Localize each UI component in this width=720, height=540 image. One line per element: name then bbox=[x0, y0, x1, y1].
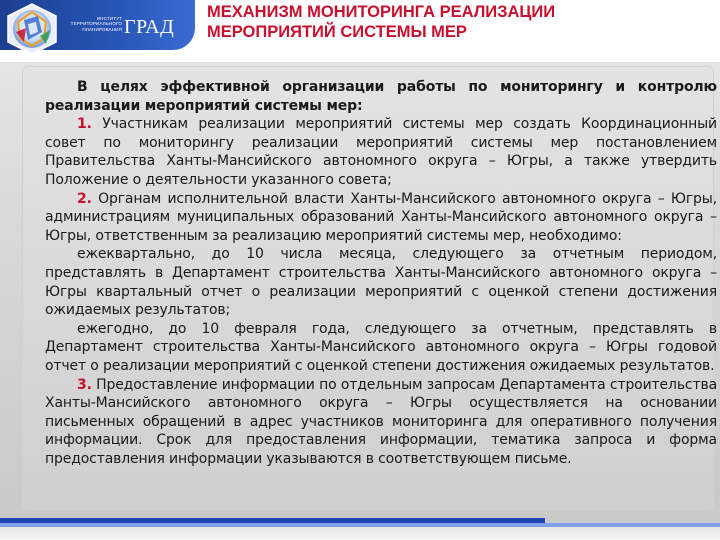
institute-name bbox=[62, 16, 122, 32]
item-2 bbox=[45, 190, 717, 246]
item-number: 2. bbox=[77, 190, 92, 207]
item-number: 1. bbox=[77, 116, 92, 133]
item-3 bbox=[45, 376, 717, 469]
item-number: 3. bbox=[77, 376, 92, 393]
footer-bar-bottom bbox=[0, 527, 720, 540]
item-text: Предоставление информации по отдельным запросам Департамента строительства Ханты-Мансийского автономного округа – Югры осуществляется на основании письменных обращений в адрес участников мониторинга для оперативного получения информации. Срок для предоставления информации, тематика запроса и форма предоставления информации указываются в соответствующем письме. bbox=[45, 376, 717, 467]
lead-paragraph: В целях эффективной организации работы по мониторингу и контролю реализации мероприятий системы мер: bbox=[45, 79, 717, 114]
title-line: МЕРОПРИЯТИЙ СИСТЕМЫ МЕР bbox=[207, 23, 467, 41]
logo-text: ГРАД bbox=[124, 16, 175, 38]
page-title bbox=[207, 2, 712, 42]
emblem-icon bbox=[4, 2, 60, 56]
item-2-sub-1: ежеквартально, до 10 числа месяца, следующего за отчетным периодом, представлять в Департамент строительства Ханты-Мансийского автономного округа – Югры квартальный отчет о реализации мероприятий с оценкой степени достижения ожидаемых результатов; bbox=[45, 246, 717, 319]
logo bbox=[0, 0, 195, 50]
institute-line: ИНСТИТУТ bbox=[96, 16, 122, 21]
item-text: Участникам реализации мероприятий системы мер создать Координационный совет по мониторингу реализации мероприятий системы мер постановлением Правительства Ханты-Мансийского автономного округа – Югры, а также утвердить Положение о деятельности указанного совета; bbox=[45, 116, 717, 188]
item-2-sub-2: ежегодно, до 10 февраля года, следующего за отчетным, представлять в Департамент строительства Ханты-Мансийского автономного округа – Югры годовой отчет о реализации мероприятий с оценкой степени достижения ожидаемых результатов. bbox=[45, 320, 717, 374]
body-text bbox=[45, 78, 717, 468]
item-1 bbox=[45, 115, 717, 189]
header bbox=[0, 0, 720, 62]
footer-decoration bbox=[0, 518, 720, 540]
institute-line: ТЕРРИТОРИАЛЬНОГО bbox=[70, 21, 122, 27]
institute-line: ПЛАНИРОВАНИЯ bbox=[82, 26, 122, 32]
title-line: МЕХАНИЗМ МОНИТОРИНГА РЕАЛИЗАЦИИ bbox=[207, 3, 556, 21]
item-text: Органам исполнительной власти Ханты-Мансийского автономного округа – Югры, администрациям муниципальных образований Ханты-Мансийского автономного округа – Югры, ответственным за реализацию мероприятий системы мер, необходимо: bbox=[45, 190, 717, 244]
